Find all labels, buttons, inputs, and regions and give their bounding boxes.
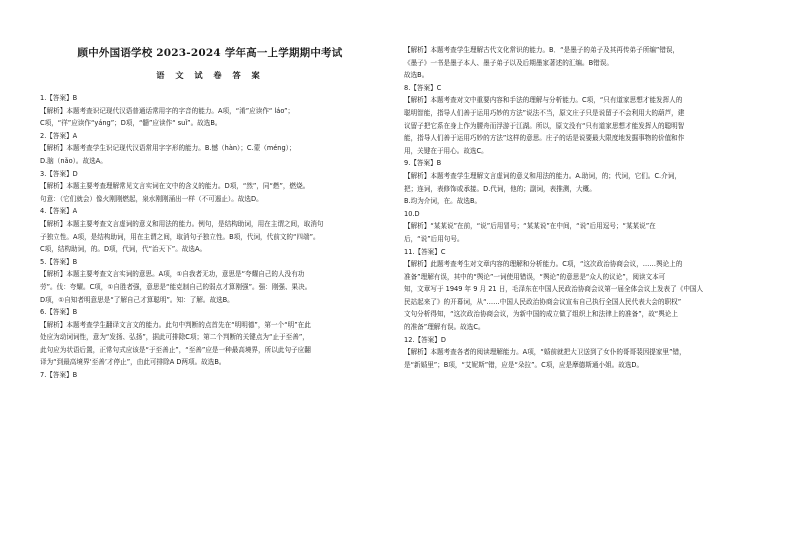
explanation-line: B.均为介词，在。故选B。	[404, 197, 482, 206]
answer-line: 2.【答案】A	[40, 131, 78, 140]
answer-line: 3.【答案】D	[40, 169, 78, 178]
left-column	[40, 92, 378, 382]
explanation-line: 用，关键在于用心。故选C。	[404, 146, 488, 155]
explanation-line: C项，“徉”应读作“yáng”；D项，“髓”应读作“ suǐ”。故选B。	[40, 119, 222, 128]
explanation-line: 【解析】本题考查学生识记现代汉语常用字字形的能力。B.憾（hàn）；C.蒙（méng）；	[40, 144, 296, 153]
explanation-line: D项，①自知者明意思是“了解自己才算聪明”。知：了解。故选B。	[40, 295, 234, 304]
explanation-line: 【解析】本题考查学生理解古代文化常识的能力。B．“是墨子的弟子及其再传弟子所编”错误，	[404, 46, 680, 54]
answer-line: 8.【答案】C	[404, 83, 442, 92]
explanation-line: 民站起来了》的开幕词，从“……中国人民政治协商会议宣布自己执行全国人民代表大会的职权”	[404, 297, 682, 306]
explanation-line: 【解析】本题考查对文中重要内容和手法的理解与分析能力。C项，“只有道家思想才能发挥人的	[404, 96, 683, 105]
answer-line: 5.【答案】B	[40, 257, 78, 266]
explanation-line: D.脑（nǎo）。故选A。	[40, 156, 107, 165]
explanation-line: 句意：（它们就会）像火刚刚燃起，泉水刚刚涌出一样（不可遏止）。故选D。	[40, 194, 263, 203]
explanation-line: 【解析】本题考查学生理解文言虚词的意义和用法的能力。A.助词，的；代词，它们。C.介词，	[404, 171, 681, 180]
answer-line: 12.【答案】D	[404, 335, 446, 344]
explanation-line: 是“新婚里”；B项，“艾妮斯”错，应是“朵拉”。C项，应是摩德斯通小姐。故选D。	[404, 360, 644, 369]
answer-line: 6.【答案】B	[40, 308, 78, 317]
explanation-line: 《墨子》一书是墨子本人、墨子弟子以及后期墨家著述的汇编。B错误。	[404, 58, 613, 67]
explanation-line: 【解析】本题考查学生翻译文言文的能力。此句中判断的点首先在“明明德”，第一个“明”在此	[40, 320, 311, 329]
explanation-line: 【解析】本题主要考查文言虚词的意义和用法的能力。例句，是结构助词，用在主谓之间，取消句	[40, 219, 324, 228]
page-title: 顾中外国语学校 2023-2024 学年高一上学期期中考试	[77, 47, 343, 59]
explanation-line: 处应为动词词性，意为“发扬、弘扬”，据此可排除C项；第二个判断的关键点为“止于至善”，	[40, 333, 309, 342]
explanation-line: 文句分析得知，“这次政治协商会议，为新中国的成立做了组织上和法律上的准备”，故“舆论上	[404, 310, 678, 319]
explanation-line: 准备”理解有误，其中的“舆论”一词使用错误，“舆论”的意思是“众人的议论”，阅读文本可	[404, 272, 666, 281]
answer-line: 11.【答案】C	[404, 247, 446, 256]
explanation-line: 【解析】本题主要考查理解常见文言实词在文中的含义的能力。D项，“然”，同“燃”，燃烧。	[40, 182, 310, 191]
answer-line: 10.D	[404, 209, 420, 218]
explanation-line: 聪明智能，指导人们善于运用巧妙的方法”说法不当，原文庄子只是说留子不会利用大的葫芦，建	[404, 108, 685, 117]
right-column	[404, 44, 758, 371]
explanation-line: 故选B。	[404, 71, 429, 80]
explanation-line: 【解析】此题考查考生对文章内容的理解和分析能力。C项，“这次政治协商会议，……舆论上的	[404, 260, 683, 269]
explanation-line: 【解析】本题考查各者的阅读理解能力。A项，“婚前就把大卫送到了女仆的哥哥裴因提家里”错，	[404, 348, 686, 357]
answer-line: 9.【答案】B	[404, 159, 442, 168]
answer-line: 4.【答案】A	[40, 207, 78, 216]
explanation-line: 的准备”理解有误。故选C。	[404, 323, 485, 332]
explanation-line: 【解析】本题主要考查文言实词的意思。A项，①自我者无功，意思是“夸耀自己的人没有功	[40, 270, 305, 279]
explanation-line: 知，文章写于 1949 年 9 月 21 日，毛泽东在中国人民政治协商会议第一届全体会议上发表了《中国人	[404, 285, 704, 294]
explanation-line: 后，“说”后用句号。	[404, 234, 464, 243]
explanation-line: C项，结构助词，的。D项，代词，代“治天下”。故选A。	[40, 245, 207, 254]
explanation-line: 劳”。伐：夸耀。C项，①自胜者强，意思是“能克制自己的弱点才算刚强”。强：刚强、果决。	[40, 282, 312, 291]
explanation-line: 译为“到最高境界‘至善’才停止”，由此可排除A D两项。故选B。	[40, 358, 226, 367]
page-subtitle: 语 文 试 卷 答 案	[156, 70, 264, 80]
explanation-line: 能，指导人们善于运用巧妙的方法”这样的意思。庄子的话是说要最大限度地发掘事物的价值和作	[404, 134, 685, 143]
explanation-line: 议留子把它系在身上作为腰舟而浮游于江湖。所以，原文没有“只有道家思想才能发挥人的聪明智	[404, 121, 685, 130]
explanation-line: 【解析】本题考查识记现代汉语普通话常用字的字音的能力。A项，“淆”应读作“ láo”；	[40, 106, 295, 115]
explanation-line: 把；连词，表修饰或承接。D.代词，他的；副词，表推测，大概。	[404, 184, 596, 193]
explanation-line: 【解析】“某某说”在前，“说”后用冒号；“某某说”在中间，“说”后用逗号；“某某说”在	[404, 222, 656, 231]
explanation-line: 子独立性。A项，是结构助词，用在主谓之间，取消句子独立性。B项，代词，代前文的“四端”。	[40, 232, 320, 241]
answer-line: 7.【答案】B	[40, 371, 78, 380]
answer-line: 1.【答案】B	[40, 94, 78, 102]
explanation-line: 此句应为状语后置，正常句式应该是“于至善止”，“至善”应是一种最高境界，所以此句子应翻	[40, 345, 311, 354]
